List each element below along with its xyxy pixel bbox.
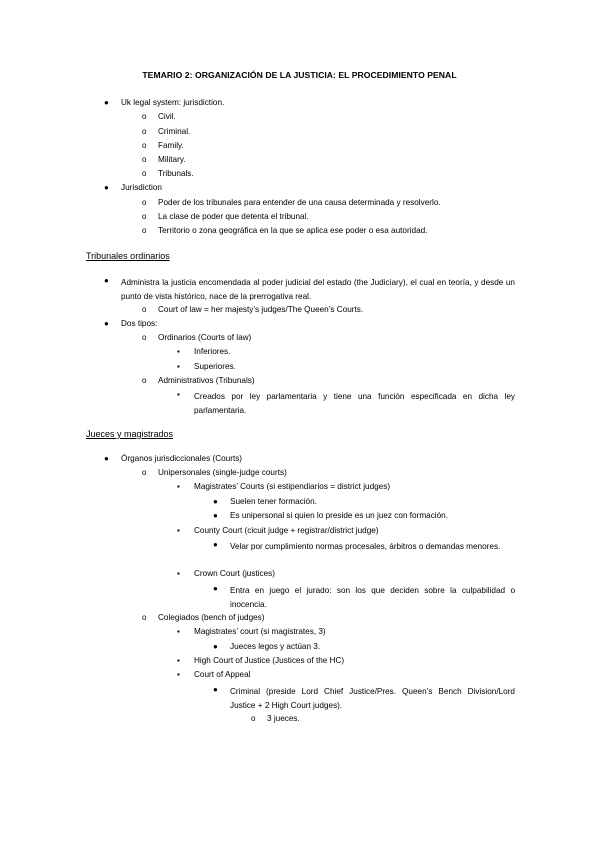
list-item: Es unipersonal si quien lo preside es un juez con formación. <box>230 511 449 520</box>
list-item: Creados por ley parlamentaria y tiene una función especificada en dicha ley parlamentaria. <box>194 392 515 415</box>
list-item: La clase de poder que detenta el tribunal. <box>158 212 309 221</box>
disc-bullet: ● <box>213 642 218 651</box>
list-item: Colegiados (bench of judges) <box>158 613 265 622</box>
section-heading: Tribunales ordinarios <box>86 251 170 261</box>
list-item: Military. <box>158 155 186 164</box>
disc-bullet: ● <box>104 183 109 192</box>
list-item: Criminal. <box>158 127 191 136</box>
square-bullet: ▪ <box>177 526 180 535</box>
list-item: Jurisdiction <box>121 183 162 192</box>
circle-bullet: o <box>251 714 256 723</box>
list-item: Criminal (preside Lord Chief Justice/Pres. Queen’s Bench Division/Lord Justice + 2 High Court judges). <box>230 687 515 710</box>
disc-bullet: ● <box>213 511 218 520</box>
list-item: Magistrates’ Courts (si estipendiarios = district judges) <box>194 482 391 491</box>
list-item: Superiores. <box>194 362 236 371</box>
circle-bullet: o <box>142 112 147 121</box>
circle-bullet: o <box>142 212 147 221</box>
circle-bullet: o <box>142 141 147 150</box>
list-item: Family. <box>158 141 184 150</box>
disc-bullet: ● <box>104 319 109 328</box>
list-item: Tribunals. <box>158 169 194 178</box>
section-heading: Jueces y magistrados <box>86 429 174 439</box>
page-title: TEMARIO 2: ORGANIZACIÓN DE LA JUSTICIA: EL PROCEDIMIENTO PENAL <box>142 70 457 80</box>
list-item: Poder de los tribunales para entender de una causa determinada y resolverlo. <box>158 198 441 207</box>
disc-bullet: ● <box>104 276 109 285</box>
list-item: Administrativos (Tribunals) <box>158 376 255 385</box>
square-bullet: ▪ <box>177 390 180 399</box>
circle-bullet: o <box>142 155 147 164</box>
list-item: Entra en juego el jurado: son los que deciden sobre la culpabilidad o inocencia. <box>230 586 515 609</box>
list-item: Velar por cumplimiento normas procesales, árbitros o demandas menores. <box>230 542 501 551</box>
square-bullet: ▪ <box>177 670 180 679</box>
list-item: Magistrates’ court (si magistrates, 3) <box>194 627 326 636</box>
circle-bullet: o <box>142 169 147 178</box>
list-item: Unipersonales (single-judge courts) <box>158 468 287 477</box>
list-item: Territorio o zona geográfica en la que se aplica ese poder o esa autoridad. <box>158 226 428 235</box>
list-item: Court of Appeal <box>194 670 251 679</box>
list-item: Uk legal system: jurisdiction. <box>121 98 225 107</box>
circle-bullet: o <box>142 226 147 235</box>
circle-bullet: o <box>142 305 147 314</box>
list-item: Inferiores. <box>194 347 231 356</box>
square-bullet: ▪ <box>177 482 180 491</box>
circle-bullet: o <box>142 198 147 207</box>
disc-bullet: ● <box>213 584 218 593</box>
square-bullet: ▪ <box>177 362 180 371</box>
list-item: Jueces legos y actúan 3. <box>230 642 321 651</box>
list-item: Court of law = her majesty’s judges/The Queen’s Courts. <box>158 305 364 314</box>
square-bullet: ▪ <box>177 627 180 636</box>
square-bullet: ▪ <box>177 656 180 665</box>
list-item: 3 jueces. <box>267 714 300 723</box>
list-item: Crown Court (justices) <box>194 569 275 578</box>
list-item: Suelen tener formación. <box>230 497 317 506</box>
list-item: Ordinarios (Courts of law) <box>158 333 252 342</box>
circle-bullet: o <box>142 333 147 342</box>
disc-bullet: ● <box>104 454 109 463</box>
square-bullet: ▪ <box>177 347 180 356</box>
list-item: Civil. <box>158 112 176 121</box>
disc-bullet: ● <box>213 497 218 506</box>
list-item: Órganos jurisdiccionales (Courts) <box>121 454 243 463</box>
list-item: Administra la justicia encomendada al poder judicial del estado (the Judiciary), el cual en teoría, y desde un punto de vista histórico, nace de la prerrogativa real. <box>121 278 515 301</box>
circle-bullet: o <box>142 613 147 622</box>
circle-bullet: o <box>142 376 147 385</box>
circle-bullet: o <box>142 127 147 136</box>
disc-bullet: ● <box>213 540 218 549</box>
list-item: High Court of Justice (Justices of the HC) <box>194 656 345 665</box>
list-item: County Court (cicuit judge + registrar/district judge) <box>194 526 379 535</box>
list-item: Dos tipos: <box>121 319 158 328</box>
disc-bullet: ● <box>213 685 218 694</box>
circle-bullet: o <box>142 468 147 477</box>
square-bullet: ▪ <box>177 569 180 578</box>
disc-bullet: ● <box>104 98 109 107</box>
